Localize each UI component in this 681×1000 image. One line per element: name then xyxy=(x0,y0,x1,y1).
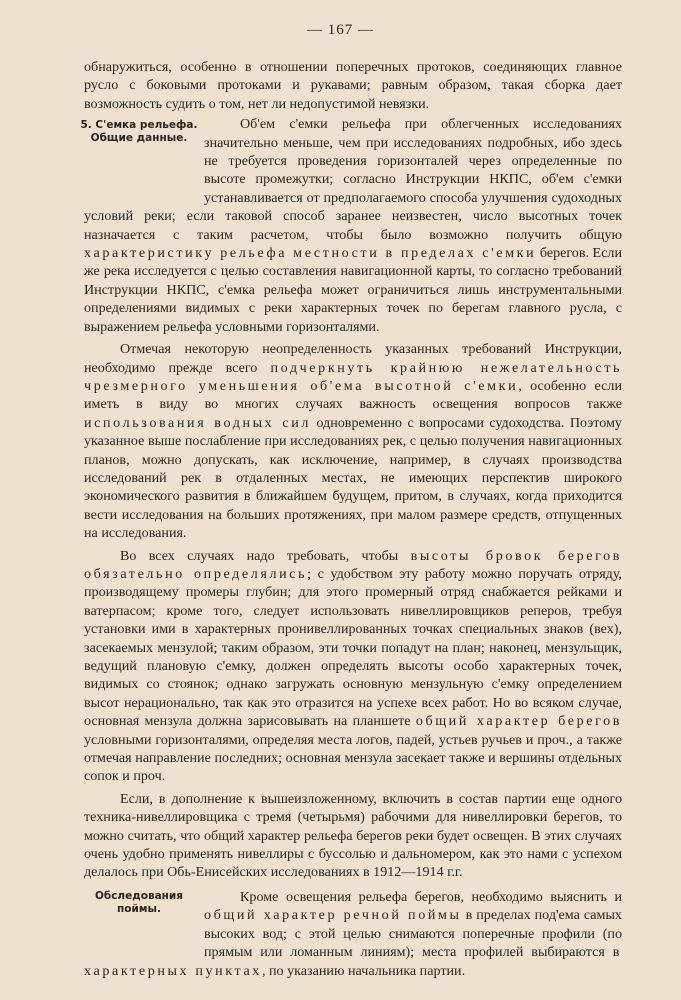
p1-text: Об'ем с'емки рельефа при облегченных исследованиях значительно меньше, чем при исследованиях подробных, ибо здесь не требуется проведения горизонталей через определенные по высоте промежутки; согласно Инструкции НКПС, об'ем с'емки устанавливается от предполагаемого способа улучшения судоходных условий реки; если таковой способ заранее неизвестен, число высотных точек назначается с таким расчетом, чтобы было возможно получить общую xyxy=(84,116,622,243)
page-number: — 167 — xyxy=(307,22,374,38)
section-floodplain xyxy=(84,888,622,980)
p2-text-c: одновременно с вопросами судоходства. Поэтому указанное выше послабление при исследованиях рек, с целью получения навигационных планов, можно допускать, как исключение, например, в случаях производства исследований рек в отдаленных местах, не имеющих перспектив широкого экономического развития в ближайшем будущем, притом, в случаях, когда приходится вести исследования на больших протяжениях, при малом размере средств, отпущенных на исследования. xyxy=(84,414,622,542)
paragraph-levelling: Если, в дополнение к вышеизложенному, включить в состав партии еще одного техника-нивеллировщика с тремя (четырьмя) рабочими для нивеллировки берегов, то можно считать, что общий характер рельефа берегов реки будет освещен. В этих случаях очень удобно применять нивеллиры с буссолью и дальномером, как это нами с успехом делалось при Обь-Енисейских исследованиях в 1912—1914 г.г. xyxy=(84,790,622,881)
p1-text-end: берегов. Если же река исследуется с целью составления навигационной карты, то согласно требований Инструкции НКПС, с'емка рельефа может ограничиться лишь инструментальными определениями видимых с реки характерных точек по берегам главного русла, с выражением рельефа условными горизонталями. xyxy=(84,245,623,335)
p3-text-b: ; с удобством эту работу можно поручать отряду, производящему промеры глубин; для этого промерный отряд снабжается рейками и ватерпасом; кроме того, следует использовать нивеллировщиков реперов, требуя установки ими в характерных пронивеллированных точках специальных знаков (вех), засекаемых мензулой; таким образом, эти точки попадут на план; наконец, мензульщик, ведущий плановую с'емку, должен определять высоты особо характерных точек, видимых со стоянок; однако загружать основную мензульную с'емку определением высот нерационально, так как это отразится на успехе всех работ. Но во всяком случае, основная мензула должна зарисовывать на планшете xyxy=(84,565,623,730)
p5-text-b: в пределах под'ема самых высоких вод; с этой целью снимаются поперечные профили (по прямым или ломанным линиям); места профилей выбираются xyxy=(204,907,622,961)
p1-emphasis: характеристику рельефа местности в пределах с'емки xyxy=(84,245,537,262)
p2-emphasis-1: подчеркнуть крайнюю нежелательность чрезмерного уменьшения об'ема высотной с'емки xyxy=(84,359,622,394)
paragraph-continued: обнаружиться, особенно в отношении поперечных протоков, соединяющих главное русло с боковыми протоками и рукавами; равным образом, такая сборка дает возможность судить о том, нет ли недопустимой невязки. xyxy=(84,59,622,112)
p5-emphasis-1: общий характер речной поймы xyxy=(204,907,462,924)
p5-emphasis-2: в характерных пунктах xyxy=(84,944,623,979)
p3-text-a: Во всех случаях надо требовать, чтобы xyxy=(120,547,399,564)
paragraph-instruction xyxy=(84,340,622,542)
p3-emphasis-2: общий характер берегов xyxy=(415,713,622,730)
margin-heading-relief: 5. С'емка рельефа. Общие данные. xyxy=(80,119,198,145)
p5-text-c: , по указанию начальника партии. xyxy=(261,962,466,979)
margin-heading-floodplain: Обследования поймы. xyxy=(94,889,184,915)
p2-text-b: , особенно если иметь в виду во многих случаях важность освещения вопросов также xyxy=(84,377,622,413)
p3-emphasis-1: высоты бровок берегов обязательно определялись xyxy=(84,547,623,582)
section-relief xyxy=(80,115,623,336)
text-body xyxy=(80,58,623,980)
paragraph-relief-volume xyxy=(84,115,622,336)
p2-emphasis-2: использования водных сил xyxy=(84,414,311,431)
p2-text-a: Отмечая некоторую неопределенность указанных требований Инструкции, необходимо прежде всего xyxy=(84,341,622,376)
p3-text-c: условными горизонталями, определяя места логов, падей, устьев ручьев и проч., а также отмечая направление последних; основная мензула засекает также и вершины отдельных сопок и проч. xyxy=(84,731,622,785)
paragraph-bank-heights xyxy=(84,547,622,786)
p5-text-a: Кроме освещения рельефа берегов, необходимо выяснить и xyxy=(240,888,622,905)
